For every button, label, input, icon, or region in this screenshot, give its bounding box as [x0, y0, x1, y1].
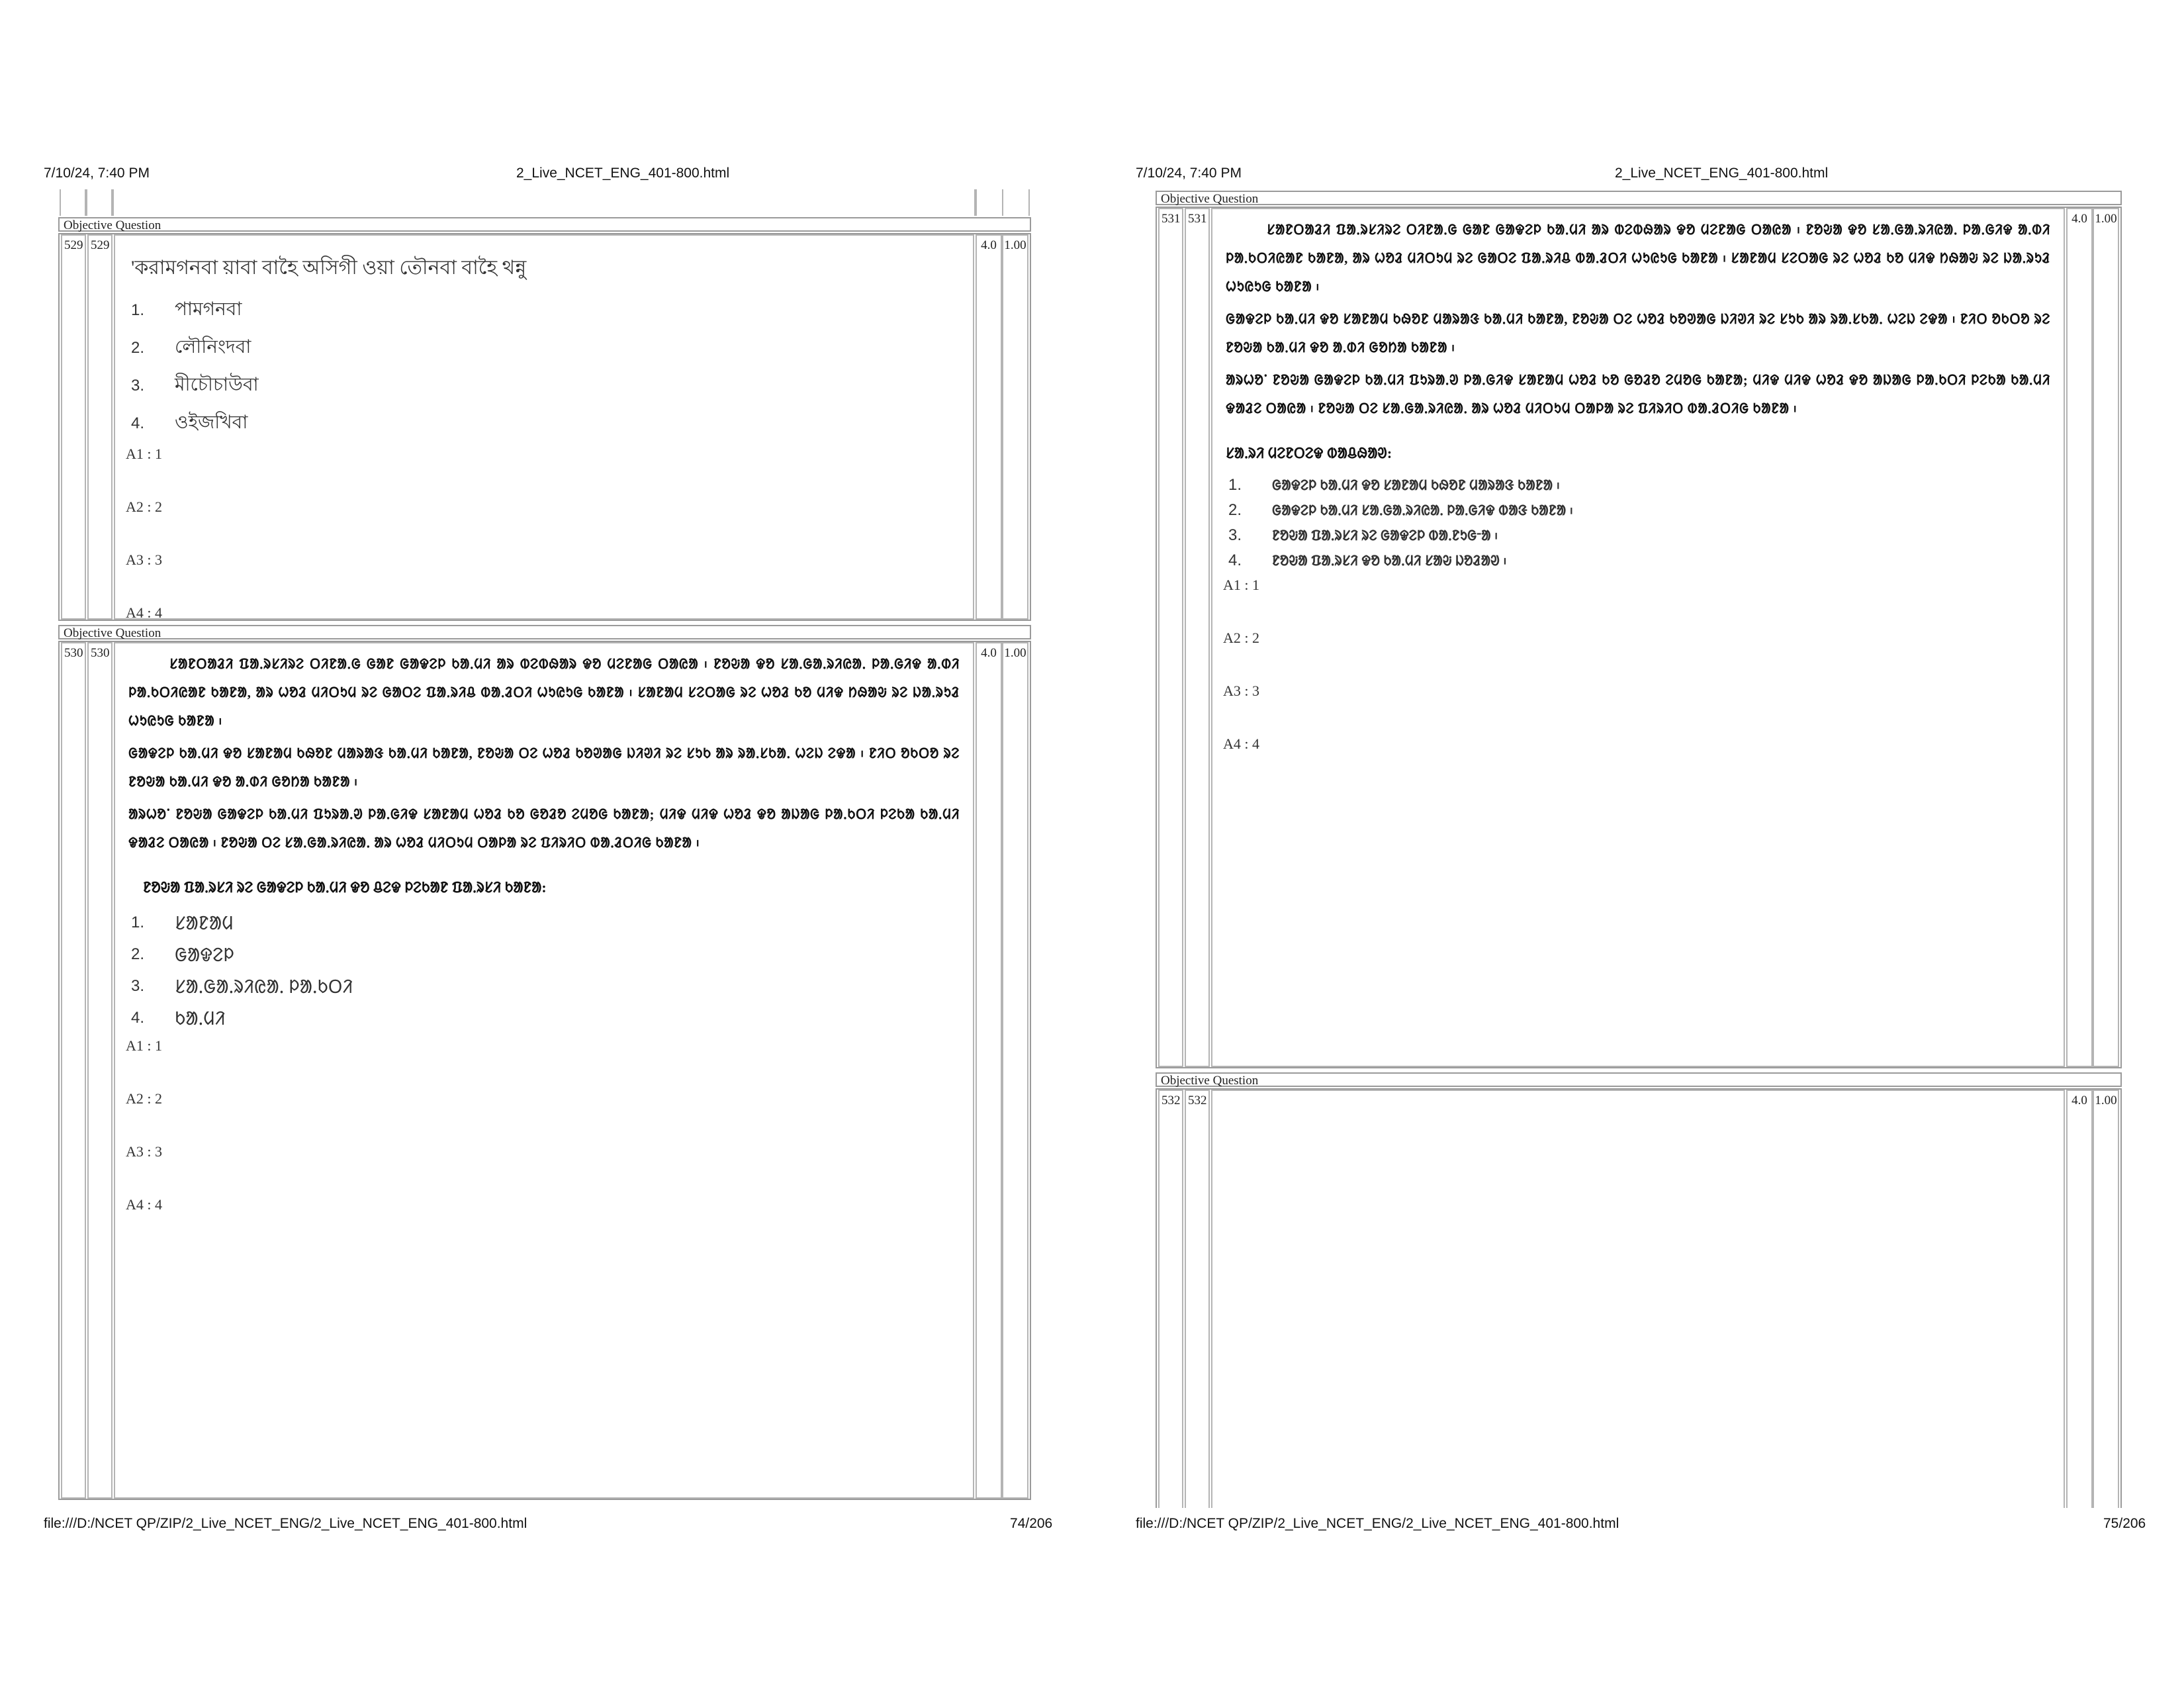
- footer-page-number: 74/206: [1010, 1516, 1053, 1531]
- question-532: [1156, 1072, 2122, 1508]
- negative-marks: 1.00: [1002, 234, 1028, 620]
- option-text: ᱜᱟᱫᱮᱞ: [175, 945, 234, 966]
- option-text: ᱱᱚᱶᱟ ᱯᱟᱹᱨᱥᱤ ᱫᱚ ᱠᱟᱹᱢᱤ ᱥᱟᱶ ᱡᱚᱲᱟᱣ ᱾: [1272, 553, 1507, 569]
- answer-key: A1 : 1: [1223, 577, 1259, 593]
- options-list: [1219, 476, 2057, 570]
- question-row: [58, 233, 1031, 621]
- option-text: ᱥᱟᱱᱟᱢ: [175, 914, 234, 934]
- answer-key: A3 : 3: [126, 1143, 162, 1160]
- header-datetime: 7/10/24, 7:40 PM: [44, 165, 150, 181]
- negative-marks: 1.00: [2093, 208, 2119, 1067]
- question-body: [1211, 1090, 2065, 1508]
- footer-page-number: 75/206: [2103, 1516, 2146, 1531]
- option[interactable]: [131, 295, 966, 326]
- answer-key: A4 : 4: [126, 1196, 162, 1213]
- option[interactable]: [131, 974, 966, 999]
- question-body: [1211, 208, 2065, 1067]
- marks: 4.0: [976, 234, 1002, 620]
- answer-key: A3 : 3: [126, 551, 162, 568]
- option[interactable]: [131, 1006, 966, 1031]
- answer-key: A2 : 2: [126, 1090, 162, 1107]
- option-number: 3.: [131, 977, 145, 995]
- question-row: [1156, 1088, 2122, 1508]
- question-number: 532: [1185, 1090, 1210, 1508]
- option-number: 4.: [1228, 551, 1242, 569]
- question-number: 531: [1185, 208, 1210, 1067]
- marks: 4.0: [2066, 1090, 2093, 1508]
- answer-key: A1 : 1: [126, 445, 162, 462]
- question-text: ᱱᱚᱶᱟ ᱯᱟᱹᱨᱥᱤ ᱨᱮ ᱜᱟᱫᱮᱞ ᱠᱟᱹᱢᱤ ᱫᱚ ᱪᱮᱫ ᱞᱮᱠᱟᱱ ᱯᱟᱹᱨᱥᱤ ᱠᱟᱱᱟ:: [143, 879, 547, 896]
- option[interactable]: [1228, 551, 2057, 570]
- question-stem: 'করামগনবা য়াবা বাহৈ অসিগী ওয়া তৌনবা বাহৈ থন্নু: [131, 257, 527, 279]
- question-type-label: Objective Question: [1156, 1072, 2122, 1087]
- option-text: ᱱᱚᱶᱟ ᱯᱟᱹᱨᱥᱤ ᱨᱮ ᱜᱟᱫᱮᱞ ᱵᱟᱹᱱᱩᱜᱼᱟ ᱾: [1272, 528, 1498, 543]
- option[interactable]: [131, 408, 966, 439]
- question-id: 532: [1158, 1090, 1183, 1508]
- question-number: 530: [87, 642, 113, 1499]
- options-list: [122, 910, 966, 1031]
- passage-paragraph: ᱜᱟᱫᱮᱞ ᱠᱟᱹᱢᱤ ᱫᱚ ᱥᱟᱱᱟᱢ ᱠᱷᱚᱱ ᱢᱟᱨᱟᱝ ᱠᱟᱹᱢᱤ ᱠᱟᱱᱟ, ᱱᱚᱶᱟ ᱛᱮ ᱦᱚᱲ ᱠᱚᱣᱟᱜ ᱡᱤᱣᱤ ᱨᱮ ᱥᱩᱠ ᱟᱨ ᱨᱟᱹᱥᱠᱟᱹ ᱦᱮᱡ ᱮᱫᱟ ᱾ ᱱᱤᱛ ᱚᱠᱛᱚ ᱨᱮ ᱱᱚᱶᱟ ᱠᱟᱹᱢᱤ ᱫᱚ ᱟᱹᱰᱤ ᱜᱚᱴᱟ ᱠᱟᱱᱟ ᱾: [128, 745, 960, 790]
- option-text: ᱥᱟᱹᱜᱟᱹᱨᱤᱭᱟᱹ ᱞᱟᱹᱠᱛᱤ: [175, 977, 353, 998]
- option-text: ᱜᱟᱫᱮᱞ ᱠᱟᱹᱢᱤ ᱫᱚ ᱥᱟᱱᱟᱢ ᱠᱷᱚᱱ ᱢᱟᱨᱟᱝ ᱠᱟᱱᱟ ᱾: [1272, 477, 1561, 493]
- option[interactable]: [131, 332, 966, 363]
- answer-key: A2 : 2: [1223, 630, 1259, 646]
- header-filename: 2_Live_NCET_ENG_401-800.html: [1615, 165, 1829, 181]
- passage-paragraph: ᱥᱟᱱᱛᱟᱲᱤ ᱯᱟᱹᱨᱥᱤᱨᱮ ᱛᱤᱱᱟᱹᱜ ᱜᱟᱱ ᱜᱟᱫᱮᱞ ᱠᱟᱹᱢᱤ ᱟᱨ ᱵᱮᱵᱷᱟᱨ ᱫᱚ ᱢᱮᱱᱟᱜ ᱛᱟᱭᱟ ᱾ ᱱᱚᱶᱟ ᱫᱚ ᱥᱟᱹᱜᱟᱹᱨᱤᱭᱟᱹ ᱞᱟᱹᱜᱤᱫ ᱟᱹᱰᱤ ᱞᱟᱹᱠᱛᱤᱭᱟᱱ ᱠᱟᱱᱟ, ᱟᱨ ᱦᱚᱲ ᱢᱤᱛᱩᱢ ᱨᱮ ᱜᱟᱛᱮ ᱯᱟᱹᱨᱤᱪ ᱵᱟᱹᱲᱛᱤ ᱦᱩᱭᱩᱜ ᱠᱟᱱᱟ ᱾ ᱥᱟᱱᱟᱢ ᱥᱮᱛᱟᱜ ᱨᱮ ᱦᱚᱲ ᱠᱚ ᱢᱤᱫ ᱴᱷᱟᱶ ᱨᱮ ᱡᱟᱹᱨᱩᱲ ᱦᱩᱭᱩᱜ ᱠᱟᱱᱟ ᱾: [1226, 222, 2050, 295]
- passage-paragraph: ᱜᱟᱫᱮᱞ ᱠᱟᱹᱢᱤ ᱫᱚ ᱥᱟᱱᱟᱢ ᱠᱷᱚᱱ ᱢᱟᱨᱟᱝ ᱠᱟᱹᱢᱤ ᱠᱟᱱᱟ, ᱱᱚᱶᱟ ᱛᱮ ᱦᱚᱲ ᱠᱚᱣᱟᱜ ᱡᱤᱣᱤ ᱨᱮ ᱥᱩᱠ ᱟᱨ ᱨᱟᱹᱥᱠᱟᱹ ᱦᱮᱡ ᱮᱫᱟ ᱾ ᱱᱤᱛ ᱚᱠᱛᱚ ᱨᱮ ᱱᱚᱶᱟ ᱠᱟᱹᱢᱤ ᱫᱚ ᱟᱹᱰᱤ ᱜᱚᱴᱟ ᱠᱟᱱᱟ ᱾: [1226, 311, 2050, 355]
- footer-path: file:///D:/NCET QP/ZIP/2_Live_NCET_ENG/2_Live_NCET_ENG_401-800.html: [1136, 1516, 1619, 1531]
- footer-path: file:///D:/NCET QP/ZIP/2_Live_NCET_ENG/2_Live_NCET_ENG_401-800.html: [44, 1516, 527, 1531]
- option[interactable]: [131, 942, 966, 967]
- marks: 4.0: [976, 642, 1002, 1499]
- option-number: 1.: [131, 914, 145, 931]
- question-row: [1156, 207, 2122, 1068]
- option-text: পামগনবা: [175, 299, 242, 320]
- option-number: 2.: [1228, 501, 1242, 519]
- question-type-label: Objective Question: [1156, 191, 2122, 205]
- answer-key: A1 : 1: [126, 1037, 162, 1054]
- option-text: ᱜᱟᱫᱮᱞ ᱠᱟᱹᱢᱤ ᱥᱟᱹᱜᱟᱹᱨᱤᱭᱟᱹ ᱞᱟᱹᱜᱤᱫ ᱵᱟᱝ ᱠᱟᱱᱟ ᱾: [1272, 502, 1574, 518]
- options-list: [122, 295, 966, 439]
- question-text: ᱥᱟᱹᱨᱤ ᱢᱮᱱᱛᱮᱫ ᱵᱟᱪᱷᱟᱣ:: [1226, 445, 1392, 461]
- option[interactable]: [131, 910, 966, 935]
- right-page: [1092, 0, 2184, 1688]
- option-number: 2.: [131, 338, 145, 357]
- question-529: [58, 217, 1031, 621]
- question-id: 530: [61, 642, 86, 1499]
- option-text: লৌনিংদবা: [175, 337, 251, 357]
- question-number: 529: [87, 234, 113, 620]
- option-number: 3.: [131, 376, 145, 395]
- option-text: ওইজখিবা: [175, 412, 248, 433]
- option[interactable]: [1228, 501, 2057, 520]
- option-text: মীচৌচাউবা: [175, 375, 259, 395]
- question-type-label: Objective Question: [58, 217, 1031, 232]
- answer-key: A4 : 4: [1223, 735, 1259, 752]
- option-number: 1.: [1228, 476, 1242, 494]
- answer-key: A2 : 2: [126, 498, 162, 515]
- option[interactable]: [1228, 526, 2057, 545]
- option-number: 1.: [131, 301, 145, 319]
- question-body: [114, 234, 974, 620]
- header-filename: 2_Live_NCET_ENG_401-800.html: [516, 165, 730, 181]
- option-number: 3.: [1228, 526, 1242, 544]
- question-row: [58, 641, 1031, 1500]
- marks: 4.0: [2066, 208, 2093, 1067]
- option[interactable]: [131, 370, 966, 401]
- passage-paragraph: ᱥᱟᱱᱛᱟᱲᱤ ᱯᱟᱹᱨᱥᱤᱨᱮ ᱛᱤᱱᱟᱹᱜ ᱜᱟᱱ ᱜᱟᱫᱮᱞ ᱠᱟᱹᱢᱤ ᱟᱨ ᱵᱮᱵᱷᱟᱨ ᱫᱚ ᱢᱮᱱᱟᱜ ᱛᱟᱭᱟ ᱾ ᱱᱚᱶᱟ ᱫᱚ ᱥᱟᱹᱜᱟᱹᱨᱤᱭᱟᱹ ᱞᱟᱹᱜᱤᱫ ᱟᱹᱰᱤ ᱞᱟᱹᱠᱛᱤᱭᱟᱱ ᱠᱟᱱᱟ, ᱟᱨ ᱦᱚᱲ ᱢᱤᱛᱩᱢ ᱨᱮ ᱜᱟᱛᱮ ᱯᱟᱹᱨᱤᱪ ᱵᱟᱹᱲᱛᱤ ᱦᱩᱭᱩᱜ ᱠᱟᱱᱟ ᱾ ᱥᱟᱱᱟᱢ ᱥᱮᱛᱟᱜ ᱨᱮ ᱦᱚᱲ ᱠᱚ ᱢᱤᱫ ᱴᱷᱟᱶ ᱨᱮ ᱡᱟᱹᱨᱩᱲ ᱦᱩᱭᱩᱜ ᱠᱟᱱᱟ ᱾: [128, 656, 960, 729]
- question-id: 531: [1158, 208, 1183, 1067]
- option[interactable]: [1228, 476, 2057, 494]
- header-datetime: 7/10/24, 7:40 PM: [1136, 165, 1242, 181]
- question-type-label: Objective Question: [58, 625, 1031, 639]
- negative-marks: 1.00: [1002, 642, 1028, 1499]
- passage-paragraph: ᱟᱨᱦᱚᱸ ᱱᱚᱶᱟ ᱜᱟᱫᱮᱞ ᱠᱟᱹᱢᱤ ᱯᱩᱨᱟᱹᱣ ᱞᱟᱹᱜᱤᱫ ᱥᱟᱱᱟᱢ ᱦᱚᱲ ᱠᱚ ᱜᱚᱲᱚ ᱮᱢᱚᱜ ᱠᱟᱱᱟ; ᱢᱤᱫ ᱢᱤᱫ ᱦᱚᱲ ᱫᱚ ᱟᱡᱟᱜ ᱞᱟᱹᱠᱛᱤ ᱞᱮᱠᱟ ᱠᱟᱹᱢᱤ ᱫᱟᱲᱮ ᱛᱟᱭᱟ ᱾ ᱱᱚᱶᱟ ᱛᱮ ᱥᱟᱹᱜᱟᱹᱨᱤᱭᱟᱹ ᱟᱨ ᱦᱚᱲ ᱢᱤᱛᱩᱢ ᱛᱟᱞᱟ ᱨᱮ ᱯᱤᱨᱤᱛ ᱵᱟᱹᱲᱛᱤᱜ ᱠᱟᱱᱟ ᱾: [128, 806, 960, 851]
- question-530: [58, 625, 1031, 1500]
- option-number: 4.: [131, 414, 145, 432]
- question-531: [1156, 191, 2122, 1068]
- answer-key: A4 : 4: [126, 604, 162, 621]
- question-id: 529: [61, 234, 86, 620]
- negative-marks: 1.00: [2093, 1090, 2119, 1508]
- passage-paragraph: ᱟᱨᱦᱚᱸ ᱱᱚᱶᱟ ᱜᱟᱫᱮᱞ ᱠᱟᱹᱢᱤ ᱯᱩᱨᱟᱹᱣ ᱞᱟᱹᱜᱤᱫ ᱥᱟᱱᱟᱢ ᱦᱚᱲ ᱠᱚ ᱜᱚᱲᱚ ᱮᱢᱚᱜ ᱠᱟᱱᱟ; ᱢᱤᱫ ᱢᱤᱫ ᱦᱚᱲ ᱫᱚ ᱟᱡᱟᱜ ᱞᱟᱹᱠᱛᱤ ᱞᱮᱠᱟ ᱠᱟᱹᱢᱤ ᱫᱟᱲᱮ ᱛᱟᱭᱟ ᱾ ᱱᱚᱶᱟ ᱛᱮ ᱥᱟᱹᱜᱟᱹᱨᱤᱭᱟᱹ ᱟᱨ ᱦᱚᱲ ᱢᱤᱛᱩᱢ ᱛᱟᱞᱟ ᱨᱮ ᱯᱤᱨᱤᱛ ᱵᱟᱹᱲᱛᱤᱜ ᱠᱟᱱᱟ ᱾: [1226, 372, 2050, 416]
- option-number: 2.: [131, 945, 145, 963]
- reading-passage: [128, 650, 960, 857]
- option-number: 4.: [131, 1009, 145, 1027]
- answer-key: A3 : 3: [1223, 682, 1259, 699]
- option-text: ᱠᱟᱹᱢᱤ: [175, 1009, 226, 1029]
- reading-passage: [1226, 216, 2050, 423]
- question-body: [114, 642, 974, 1499]
